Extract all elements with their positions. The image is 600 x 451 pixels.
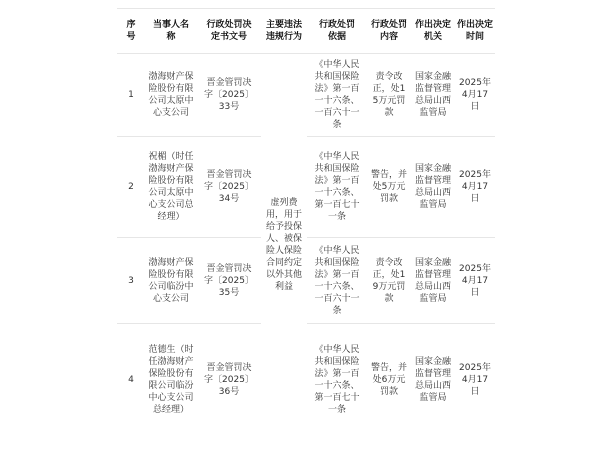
header-party: 当事人名称 [145, 9, 197, 54]
row-org: 国家金融监督管理总局山西监管局 [411, 137, 455, 238]
row-doc-no: 晋金管罚决字〔2025〕34号 [197, 137, 261, 238]
header-basis: 行政处罚依据 [307, 9, 367, 54]
row-org: 国家金融监督管理总局山西监管局 [411, 324, 455, 437]
header-content: 行政处罚内容 [367, 9, 411, 54]
row-doc-no: 晋金管罚决字〔2025〕33号 [197, 54, 261, 137]
row-no: 2 [117, 137, 145, 238]
header-date: 作出决定时间 [455, 9, 495, 54]
row-content: 警告，并处6万元罚款 [367, 324, 411, 437]
row-party: 范德生（时任渤海财产保险股份有限公司临汾中心支公司总经理） [145, 324, 197, 437]
row-basis: 《中华人民共和国保险法》第一百一十六条、一百六十一条 [307, 54, 367, 137]
row-party: 渤海财产保险股份有限公司临汾中心支公司 [145, 238, 197, 324]
penalty-table [117, 8, 495, 436]
table-row [117, 54, 495, 137]
row-date: 2025年4月17日 [455, 54, 495, 137]
header-no: 序号 [117, 9, 145, 54]
row-doc-no: 晋金管罚决字〔2025〕36号 [197, 324, 261, 437]
row-party: 渤海财产保险股份有限公司太原中心支公司 [145, 54, 197, 137]
row-date: 2025年4月17日 [455, 324, 495, 437]
row-content: 责令改正，处15万元罚款 [367, 54, 411, 137]
row-doc-no: 晋金管罚决字〔2025〕35号 [197, 238, 261, 324]
row-content: 警告，并处5万元罚款 [367, 137, 411, 238]
shared-violation-cell: 虚列费用，用于给予投保人、被保险人保险合同约定以外其他利益 [261, 54, 307, 437]
row-basis: 《中华人民共和国保险法》第一百一十六条、第一百七十一条 [307, 137, 367, 238]
header-violation: 主要违法违规行为 [261, 9, 307, 54]
header-doc-no: 行政处罚决定书文号 [197, 9, 261, 54]
row-no: 1 [117, 54, 145, 137]
row-basis: 《中华人民共和国保险法》第一百一十六条、一百六十一条 [307, 238, 367, 324]
row-date: 2025年4月17日 [455, 238, 495, 324]
row-no: 4 [117, 324, 145, 437]
row-basis: 《中华人民共和国保险法》第一百一十六条、第一百七十一条 [307, 324, 367, 437]
header-row [117, 9, 495, 54]
row-org: 国家金融监督管理总局山西监管局 [411, 54, 455, 137]
row-party: 祝楣（时任渤海财产保险股份有限公司太原中心支公司总经理） [145, 137, 197, 238]
row-org: 国家金融监督管理总局山西监管局 [411, 238, 455, 324]
row-date: 2025年4月17日 [455, 137, 495, 238]
row-content: 责令改正，处19万元罚款 [367, 238, 411, 324]
row-no: 3 [117, 238, 145, 324]
header-org: 作出决定机关 [411, 9, 455, 54]
